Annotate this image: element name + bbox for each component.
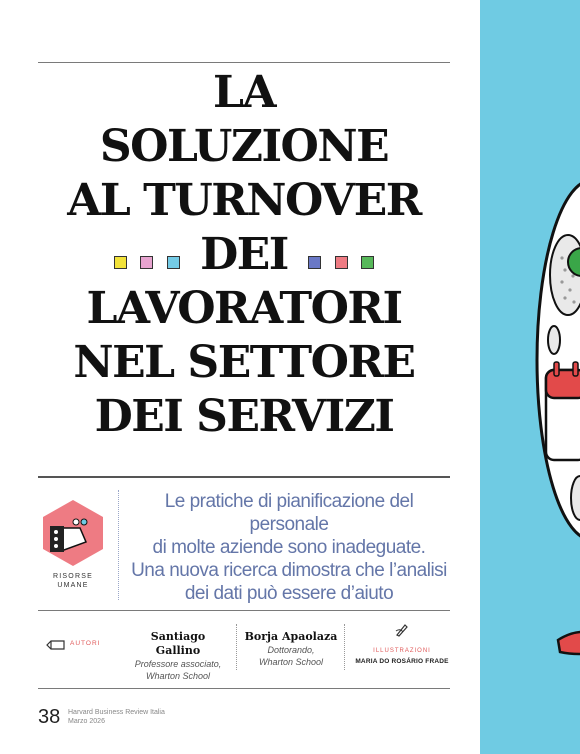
credits-top-rule <box>38 610 450 611</box>
color-square <box>167 256 180 269</box>
section-label <box>38 572 108 590</box>
section-label-line: UMANE <box>57 582 89 589</box>
author-role: Wharton School <box>145 671 211 681</box>
title-line: LAVORATORI <box>86 283 402 334</box>
color-square <box>308 256 321 269</box>
color-square <box>140 256 153 269</box>
deck-line: Una nuova ricerca dimostra che l’analisi <box>131 560 447 581</box>
color-square <box>361 256 374 269</box>
title-line: LA <box>212 67 276 118</box>
author-credit <box>244 630 338 668</box>
title-line: AL TURNOVER <box>67 175 421 226</box>
issue-date: Marzo 2026 <box>68 718 105 725</box>
title-line: NEL SETTORE <box>73 337 415 388</box>
article-deck <box>124 490 454 605</box>
author-name: Borja Apaolaza <box>244 630 338 643</box>
title-bottom-rule <box>38 476 450 478</box>
dotted-divider <box>344 624 345 670</box>
illustration-panel <box>480 0 580 754</box>
dotted-divider <box>118 490 119 600</box>
dotted-divider <box>236 624 237 670</box>
brush-icon <box>394 622 410 643</box>
deck-line: Le pratiche di pianificazione del personale <box>164 491 414 535</box>
footer-rule <box>38 688 450 689</box>
title-line: SOLUZIONE <box>99 121 389 172</box>
deck-line: di molte aziende sono inadeguate. <box>152 537 426 558</box>
publication-info <box>68 708 165 726</box>
title-line: DEI SERVIZI <box>94 391 394 442</box>
author-name: Santiago Gallino <box>150 630 206 657</box>
author-credit <box>128 630 228 682</box>
title-line-with-squares <box>38 228 450 282</box>
authors-label: AUTORI <box>70 640 101 647</box>
author-role: Professore associato, <box>134 659 222 669</box>
author-role: Dottorando, <box>267 645 315 655</box>
illustrations-label: ILLUSTRAZIONI <box>373 648 431 654</box>
hexagon-people-icon <box>38 498 108 568</box>
publication-name: Harvard Business Review Italia <box>68 709 165 716</box>
deck-line: dei dati può essere d’aiuto <box>184 583 394 604</box>
page-number: 38 <box>38 706 61 728</box>
pencil-icon <box>46 638 66 656</box>
illustrator-name: MARIA DO ROSÁRIO FRADE <box>355 658 449 665</box>
robot-illustration <box>480 0 580 754</box>
top-rule <box>38 62 450 63</box>
title-line: DEI <box>200 229 288 280</box>
color-square <box>335 256 348 269</box>
section-label-line: RISORSE <box>53 573 93 580</box>
color-square <box>114 256 127 269</box>
author-role: Wharton School <box>258 657 324 667</box>
article-title <box>38 66 450 444</box>
